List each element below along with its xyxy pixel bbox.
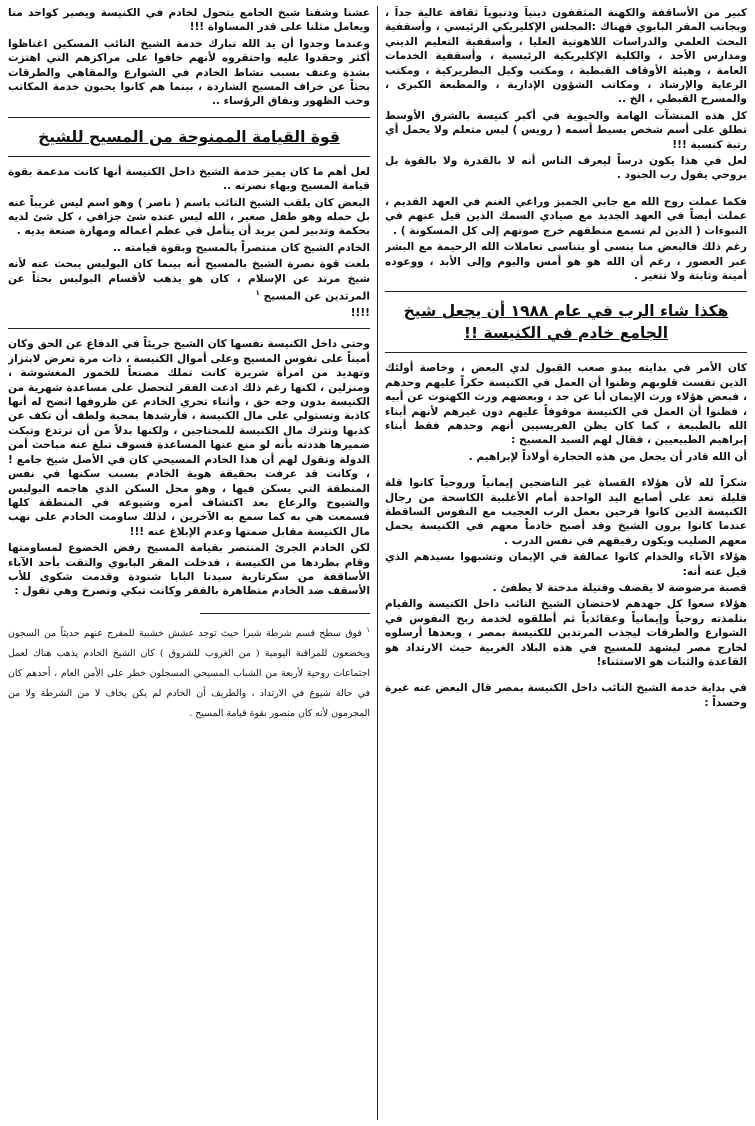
paragraph-text: عشنا وشفنا شيخ الجامع يتحول لخادم في الكنيسة ويصير كواحد منا ويعامل مثلنا على قدر المساواة !!! bbox=[8, 7, 370, 34]
paragraph bbox=[385, 109, 747, 152]
section-rule bbox=[8, 328, 370, 329]
paragraph-text: هؤلاء الآباء والخدام كانوا عمالقة في الإيمان وتشبهوا بسيدهم الذي قيل عنه أنه: bbox=[385, 551, 747, 578]
column-divider bbox=[377, 6, 378, 1120]
paragraph-text: قصبة مرضوضة لا يقصف وفتيلة مدخنة لا يطفئ . bbox=[492, 582, 747, 594]
paragraph-text: الخادم الشيخ كان منتصراً بالمسيح وبقوة قيامته .. bbox=[112, 241, 370, 254]
paragraph bbox=[8, 196, 370, 239]
paragraph-text: وحتى داخل الكنيسة نفسها كان الشيخ جريئاً في الدفاع عن الحق وكان أميناً على نفوس المسيح وعلى أموال الكنيسة ، ذات مرة تعرض لابتزاز وتهديد من امرأة شريرة كانت تملك مصنعاً للخمور المغشوشة ، ومنزلين ، لكنها رغم ذلك ادعت الفقر لتحصل على مساعدة شهرية من الكنيسة بدون وجه حق ، وأثناء تحري الخادم عن ظروفها اتضح له أنها كاذبة وتستولي على مال الكنيسة ، فأرشدها بمحبة ولطف أن تكف عن كذبها وتترك مال الكنيسة للمحتاجين ، ولكنها بدلاً من أن ترتدع وتبكت ضميرها هددته بأنه لو منع عنها المساعدة فسوف تبلغ عنه مباحث أمن الدولة وتقول لهم أن هذا الخادم المسيحي كان في الأصل شيخ جامع ! ، وكانت قد عرفت بحقيقة هوية الخادم بسبب سكنها في نفس المنطقة التي يسكن فيها ، وهو محل السكن الذي هاجمه البوليس والشيوخ والرعاع بعد اكتشاف أمره وشيوعه في المنطقة كلها فسمعت هي به كما سمع به الآخرين ، لذلك ساومت الخادم على نهب مال الكنيسة مقابل صمتها وعدم الإبلاغ عنه !!! bbox=[8, 338, 370, 538]
footnote-separator bbox=[200, 613, 370, 614]
paragraph bbox=[8, 337, 370, 539]
paragraph bbox=[8, 165, 370, 194]
section-rule bbox=[385, 352, 747, 353]
paragraph bbox=[385, 6, 747, 107]
paragraph-text: شكراً لله لأن هؤلاء القساة غير الناضجين إيمانياً وروحياً كانوا قلة قليلة تعد على أصابع اليد الواحدة أمام الأغلبية الكاسحة من رجال الكنيسة الذين كانوا فرحين بعمل الرب العجيب مع النفوس الساقطة عندما كانوا يرون الشيخ وقد أصبح خادماً معهم في الكنيسة يحمل معهم الصليب ويكون رفيقهم في نفس الدرب . bbox=[385, 477, 747, 547]
paragraph bbox=[385, 681, 747, 710]
paragraph-text: لعل أهم ما كان يميز خدمة الشيخ داخل الكنيسة أنها كانت مدعمة بقوة قيامة المسيح وبهاء نصرته .. bbox=[8, 165, 370, 193]
text-block bbox=[385, 195, 747, 283]
text-block bbox=[385, 361, 747, 464]
section-rule bbox=[8, 156, 370, 157]
paragraph bbox=[8, 6, 370, 35]
paragraph-text: !!!! bbox=[350, 307, 370, 320]
paragraph-text: لكن الخادم الجرئ المنتصر بقيامة المسيح رفض الخضوع لمساومتها وقام بطردها من الكنيسة ، فدخلت المقر البابوي والتقت بأحد الآباء الأساقفة من سكرتارية سيدنا البابا شنودة وقدمت شكوى للأب الأسقف ضد الخادم متظاهرة بالفقر وكانت تبكي وتصرخ وهي تقول : bbox=[8, 542, 370, 598]
paragraph-text: أن الله قادر أن يجعل من هذه الحجارة أولاداً لإبراهيم . bbox=[468, 450, 747, 463]
text-block bbox=[8, 337, 370, 598]
paragraph bbox=[8, 241, 370, 255]
left-column bbox=[8, 6, 370, 1120]
text-block bbox=[8, 165, 370, 321]
paragraph-text: وعندما وجدوا أن يد الله تبارك خدمة الشيخ التائب المسكين اغتاظوا أكثر وحقدوا عليه واحتقروه لأنهم خافوا على مراكزهم التي اهتزت بشدة وعنف بسبب نشاط الخادم في الشوارع والمقاهي والطرقات بحثاً عن خراف المسيح الشاردة ، بينما هم كانوا يحبون خدمة المكاتب وحب الظهور ونفاق الرؤساء .. bbox=[8, 37, 370, 108]
paragraph-text: كان الأمر في بدايته يبدو صعب القبول لدي البعض ، وخاصة أولئك الذين تقست قلوبهم وظنوا أن العمل في الكنيسة حكراً عليهم وحدهم ، فبعض هؤلاء ورث الإيمان أبا عن جد ، وبعضهم ورث الكهنوت عن أبيه ، فظنوا أن العمل في الكنيسة موقوفاً عليهم دون غيرهم لأنهم أبناء الله بالطبيعة ، كما كان يظن الفريسيين أنهم وحدهم فقط أبناء إبراهيم الطبيعيين ، فقال لهم السيد المسيح : bbox=[385, 362, 747, 447]
paragraph bbox=[385, 550, 747, 579]
paragraph-text: كل هذه المنشآت الهامة والحيوية في أكبر كنيسة بالشرق الأوسط تطلق على أسم شخص بسيط أسمه ( رويس ) ليس متعلم ولا يحمل أي رتبة كنسية !!! bbox=[385, 109, 747, 151]
paragraph bbox=[385, 581, 747, 595]
text-block bbox=[8, 6, 370, 109]
right-column bbox=[385, 6, 747, 1120]
footnote-marker: ١ bbox=[366, 625, 370, 634]
section-heading: قوة القيامة الممنوحة من المسيح للشيخ bbox=[38, 127, 340, 146]
paragraph-text: لعل في هذا يكون درساً ليعرف الناس أنه لا بالقدرة ولا بالقوة بل بروحي يقول رب الجنود . bbox=[385, 155, 747, 182]
text-block bbox=[385, 681, 747, 710]
paragraph bbox=[385, 476, 747, 548]
paragraph bbox=[385, 361, 747, 447]
footnote bbox=[8, 620, 370, 724]
paragraph-text: كبير من الأساقفة والكهنة المثقفون دينياً ودنيوياً ثقافة عالية جداً ، وبجانب المقر البابوي فهناك :المجلس الإكليريكي الرئيسي ، وأسقفية البحث العلمي والدراسات اللاهوتية العليا ، وأسقفية التعليم الديني ومدارس الأحد ، والكلية الإكليريكية الرئيسية ، وأسقفية الخدمات العامة ، وهيئة الأوقاف القبطية ، ومكتب وكيل البطريركية ، ومكتب الرعاية والإرشاد ، ومكاتب الشؤون الإدارية ، والمطبعة الكبرى ، والمسرح القبطي ، الخ .. bbox=[385, 7, 747, 106]
paragraph-text: رغم ذلك فالبعض منا ينسى أو يتناسى تعاملات الله الرحيمة مع البشر عبر العصور ، رغم أن الله هو هو أمس واليوم وإلى الأبد ، ووعوده أمينة وثابتة ولا تتغير . bbox=[385, 241, 747, 282]
paragraph-text: هؤلاء سعوا كل جهدهم لاحتضان الشيخ التائب داخل الكنيسة والقيام بتلمذته روحياً وإيمانياً وعقائدياً ثم أطلقوه لخدمة ربح النفوس في الشوارع والطرقات ليجذب المرتدين للكنيسة بمصر ، وبعدها أرسلوه لخارج مصر ليشهد للمسيح في هذه البلاد الغربية حيث الارتداد هو القاعدة والثبات هو الاستثناء! bbox=[385, 598, 747, 669]
paragraph bbox=[8, 37, 370, 109]
paragraph-text: بلغت قوة نصرة الشيخ بالمسيح أنه بينما كان البوليس يبحث عنه لأنه شيخ مرتد عن الإسلام ، كان هو يذهب لأقسام البوليس بحثاً عن المرتدين عن المسيح bbox=[8, 258, 370, 303]
paragraph-text: البعض كان يلقب الشيخ التائب باسم ( ناصر ) وهو اسم ليس غريباً عنه بل حمله وهو طفل صغير ، الله ليس عنده شئ جزافي ، كل شئ لديه بحكمة وتدبير لمن يريد أن يتأمل في عظم أعماله ومهارة صنعة يديه . bbox=[8, 196, 370, 238]
section-heading: هكذا شاء الرب في عام ١٩٨٨ أن يجعل شيخ الجامع خادم في الكنيسة !! bbox=[403, 302, 729, 343]
paragraph bbox=[385, 450, 747, 464]
section-rule bbox=[385, 291, 747, 292]
text-block bbox=[385, 6, 747, 183]
paragraph bbox=[8, 306, 370, 320]
text-block bbox=[385, 476, 747, 669]
paragraph bbox=[385, 597, 747, 669]
paragraph bbox=[8, 257, 370, 304]
paragraph bbox=[385, 240, 747, 283]
footnote-text: فوق سطح قسم شرطة شبرا حيث توجد عشش خشبية للمفرج عنهم حديثاً من السجون ويخضعون للمراقبة اليومية ( من الغروب للشروق ) كان الشيخ الخادم يذهب هناك لعمل اجتماعات روحية لأربعة من الشباب المسيحي المسجلون خطر على الأمن العام ، أحدهم كان في حالة شيوع في الارتداد ، والطريف أن الخادم لم يكن يخاف لا من الشرطة ولا من المجرمون لأنه كان منصور بقوة قيامة المسيح . bbox=[8, 627, 370, 719]
paragraph bbox=[8, 541, 370, 599]
paragraph-text: فكما عملت روح الله مع جابي الجميز وراعي الغنم في العهد القديم ، عملت أيضاً في العهد الجديد مع صيادي السمك الذين قيل عنهم في النبوءات ( الذين لم تسمع منطقهم خرج صوتهم إلى كل المسكونة ) . bbox=[385, 195, 747, 237]
section-rule bbox=[8, 117, 370, 118]
paragraph bbox=[385, 154, 747, 183]
footnote-reference[interactable]: ١ bbox=[255, 289, 260, 298]
paragraph bbox=[385, 195, 747, 238]
paragraph-text: في بداية خدمة الشيخ التائب داخل الكنيسة بمصر قال البعض عنه غيرة وحسداً : bbox=[385, 682, 747, 709]
